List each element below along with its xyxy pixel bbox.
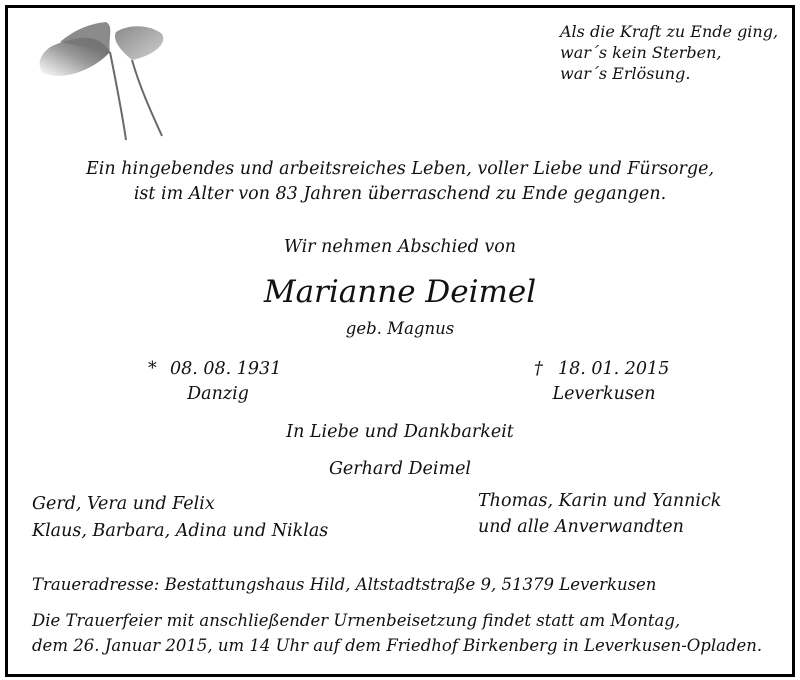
family-left bbox=[32, 491, 328, 545]
intro-line: ist im Alter von 83 Jahren überraschend zu Ende gegangen. bbox=[133, 184, 667, 204]
obituary-notice bbox=[5, 5, 795, 677]
farewell-text: Wir nehmen Abschied von bbox=[283, 237, 517, 257]
death-date: 18. 01. 2015 bbox=[558, 359, 670, 379]
mourning-address: Traueradresse: Bestattungshaus Hild, Altstadtstraße 9, 51379 Leverkusen bbox=[32, 575, 657, 594]
thanks-text: In Liebe und Dankbarkeit bbox=[286, 422, 514, 442]
death-cross-icon: † bbox=[534, 359, 543, 379]
motto-line: Als die Kraft zu Ende ging, bbox=[560, 22, 779, 41]
deceased-name: Marianne Deimel bbox=[263, 274, 537, 310]
birth-date: 08. 08. 1931 bbox=[170, 359, 282, 379]
motto-poem bbox=[560, 21, 778, 84]
family-line: Gerd, Vera und Felix bbox=[32, 494, 215, 514]
spouse-name: Gerhard Deimel bbox=[328, 459, 472, 479]
death-place: Leverkusen bbox=[552, 384, 656, 404]
family-line: und alle Anverwandten bbox=[478, 517, 684, 537]
ceremony-info bbox=[32, 608, 762, 658]
birth-place: Danzig bbox=[187, 384, 249, 404]
birth-star-icon: * bbox=[148, 359, 157, 379]
motto-line: war´s kein Sterben, bbox=[560, 43, 722, 62]
ceremony-line: dem 26. Januar 2015, um 14 Uhr auf dem Friedhof Birkenberg in Leverkusen-Opladen. bbox=[32, 636, 763, 655]
intro-line: Ein hingebendes und arbeitsreiches Leben, voller Liebe und Fürsorge, bbox=[85, 159, 715, 179]
intro-text bbox=[8, 157, 792, 207]
ceremony-line: Die Trauerfeier mit anschließender Urnenbeisetzung findet statt am Montag, bbox=[32, 611, 681, 630]
death-info bbox=[534, 357, 674, 407]
motto-line: war´s Erlösung. bbox=[560, 64, 691, 83]
family-line: Klaus, Barbara, Adina und Niklas bbox=[32, 521, 329, 541]
family-right bbox=[478, 488, 721, 540]
family-line: Thomas, Karin und Yannick bbox=[478, 491, 722, 511]
birth-info bbox=[148, 357, 288, 407]
ginkgo-leaves-icon bbox=[36, 22, 186, 144]
maiden-name: geb. Magnus bbox=[345, 319, 455, 338]
